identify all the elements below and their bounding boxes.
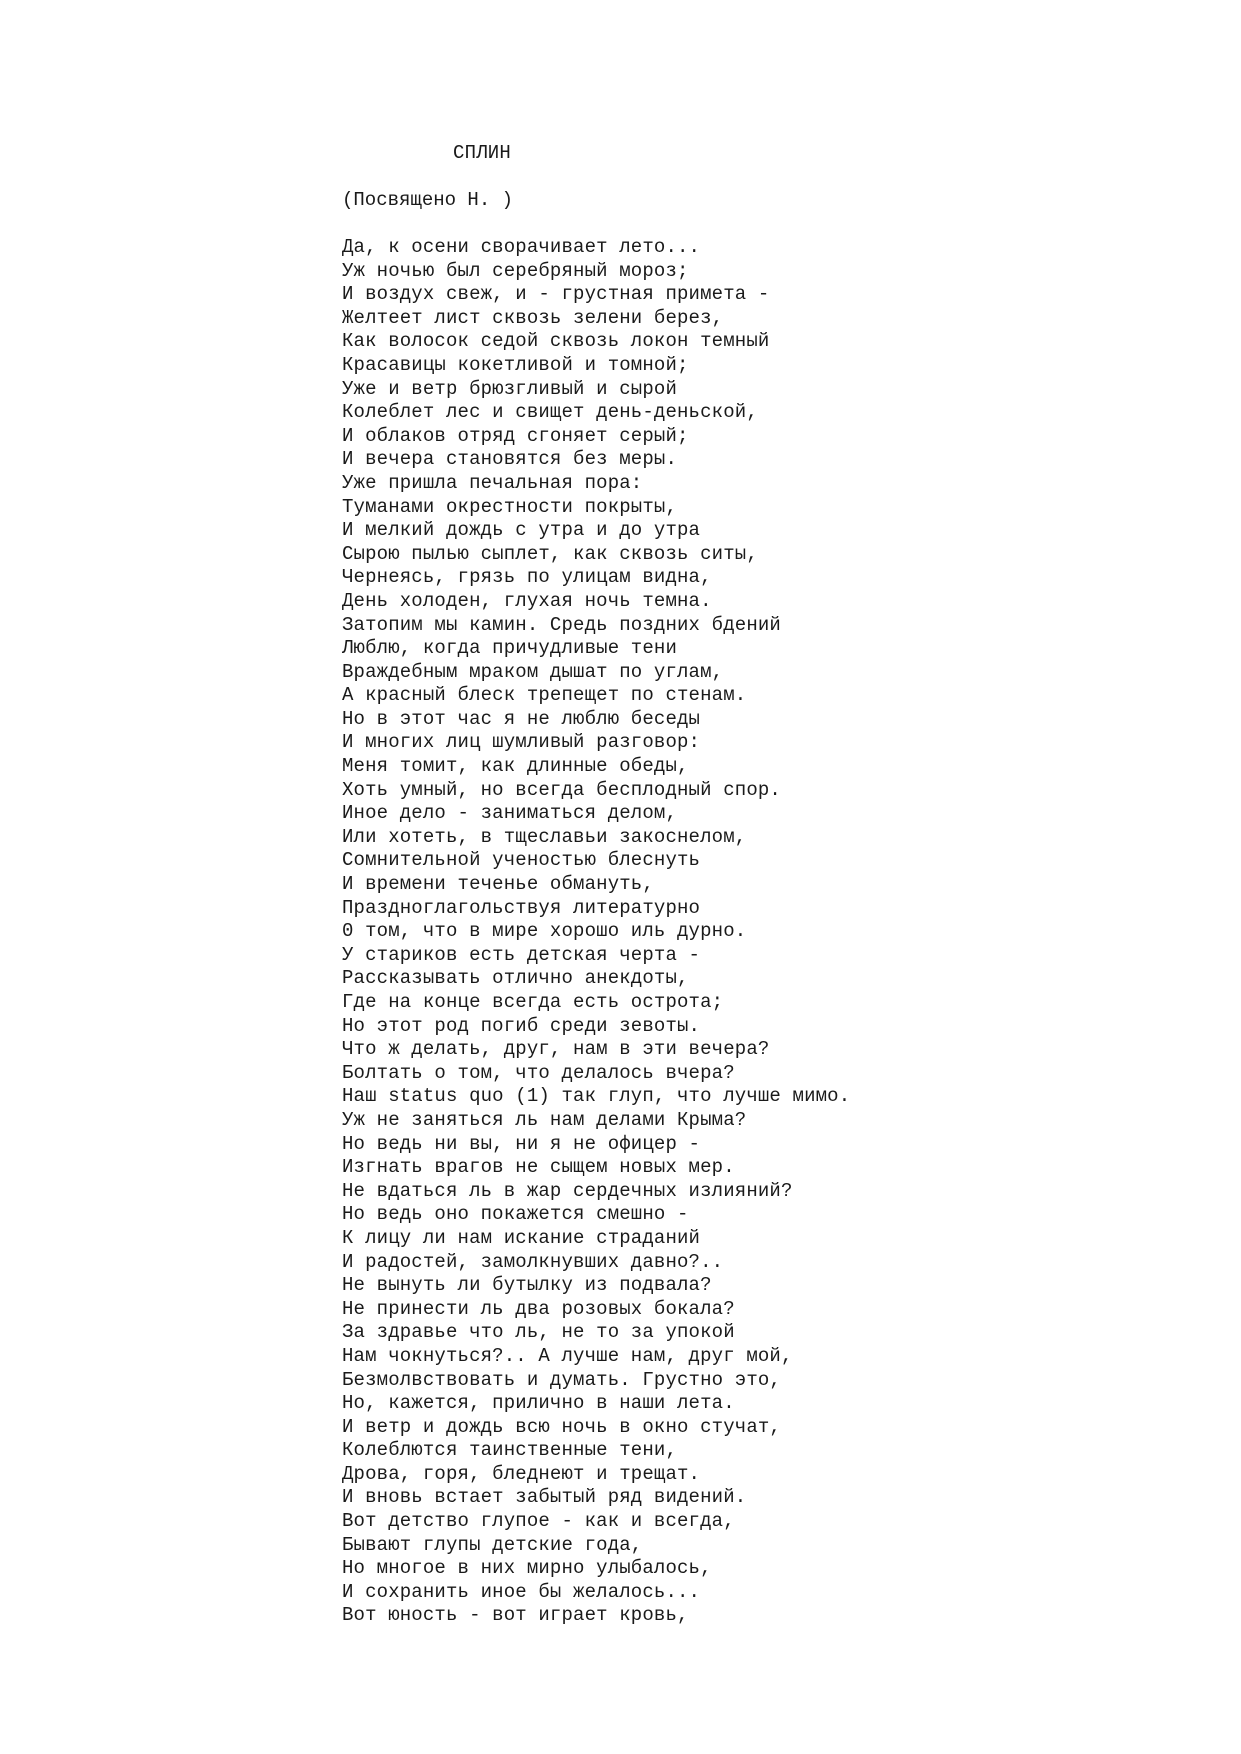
poem-line: И ветр и дождь всю ночь в окно стучат, (342, 1415, 781, 1438)
poem-line: Сомнительной ученостью блеснуть (342, 849, 701, 872)
poem-line: Уж ночью был серебряный мороз; (342, 259, 689, 282)
poem-line: Хоть умный, но всегда бесплодный спор. (342, 778, 781, 801)
poem-line: Люблю, когда причудливые тени (342, 637, 678, 660)
poem-line: Наш status quo (1) так глуп, что лучше мимо. (342, 1085, 851, 1108)
poem-line: А красный блеск трепещет по стенам. (342, 684, 747, 707)
poem-line: Иное дело - заниматься делом, (342, 802, 678, 825)
poem-line: Уже и ветр брюзгливый и сырой (342, 377, 678, 400)
poem-line: И вечера становятся без меры. (342, 448, 678, 471)
poem-line: Как волосок седой сквозь локон темный (342, 330, 770, 353)
poem-line: За здравье что ль, не то за упокой (342, 1321, 735, 1344)
poem-title: СПЛИН (453, 142, 512, 164)
poem-line: Но ведь оно покажется смешно - (342, 1203, 689, 1226)
poem-line: Желтеет лист сквозь зелени берез, (342, 306, 724, 329)
poem-line: Или хотеть, в тщеславьи закоснелом, (342, 825, 747, 848)
poem-line: Сырою пылью сыплет, как сквозь ситы, (342, 542, 758, 565)
poem-line: Враждебным мраком дышат по углам, (342, 660, 724, 683)
poem-line: И воздух свеж, и - грустная примета - (342, 283, 770, 306)
poem-line: Да, к осени сворачивает лето... (342, 236, 701, 258)
poem-line: Но этот род погиб среди зевоты. (342, 1014, 701, 1037)
poem-line: Не вынуть ли бутылку из подвала? (342, 1274, 712, 1297)
poem-line: Дрова, горя, бледнеют и трещат. (342, 1462, 701, 1485)
poem-line: Бывают глупы детские года, (342, 1533, 643, 1556)
poem-line: К лицу ли нам искание страданий (342, 1226, 701, 1249)
poem-line: Вот детство глупое - как и всегда, (342, 1510, 735, 1533)
poem-line: Рассказывать отлично анекдоты, (342, 967, 689, 990)
poem-line: 0 том, что в мире хорошо иль дурно. (342, 920, 747, 943)
poem-line: Изгнать врагов не сыщем новых мер. (342, 1156, 735, 1179)
poem-dedication: (Посвящено Н. ) (342, 189, 514, 211)
poem-line: Болтать о том, что делалось вчера? (342, 1061, 735, 1084)
poem-line: Но, кажется, прилично в наши лета. (342, 1392, 735, 1415)
poem-line: Но многое в них мирно улыбалось, (342, 1557, 712, 1580)
poem-line: Что ж делать, друг, нам в эти вечера? (342, 1038, 770, 1061)
poem-line: И мелкий дождь с утра и до утра (342, 519, 701, 542)
poem-line: Колеблются таинственные тени, (342, 1439, 678, 1462)
poem-line: Безмолвствовать и думать. Грустно это, (342, 1368, 781, 1391)
poem-line: Чернеясь, грязь по улицам видна, (342, 566, 712, 589)
poem-line: Празднoглагольствуя литературно (342, 896, 701, 919)
poem-line: Красавицы кокетливой и томной; (342, 353, 689, 376)
poem-line: Вот юность - вот играет кровь, (342, 1604, 689, 1627)
poem-line: И времени теченье обмануть, (342, 873, 654, 896)
poem-line: И многих лиц шумливый разговор: (342, 731, 701, 754)
poem-line: Колеблет лес и свищет день-деньской, (342, 401, 758, 424)
poem-line: И сохранить иное бы желалось... (342, 1580, 701, 1603)
poem-body (342, 236, 850, 1628)
poem-line: Не принести ль два розовых бокала? (342, 1297, 735, 1320)
poem-line: И вновь встает забытый ряд видений. (342, 1486, 747, 1509)
poem-line: Где на конце всегда есть острота; (342, 991, 724, 1013)
poem-line: И облаков отряд сгоняет серый; (342, 424, 689, 447)
poem-line: Меня томит, как длинные обеды, (342, 755, 689, 778)
poem-line: Не вдаться ль в жар сердечных излияний? (342, 1179, 793, 1202)
poem-line: Уж не заняться ль нам делами Крыма? (342, 1108, 747, 1131)
poem-line: Затопим мы камин. Средь поздних бдений (342, 613, 781, 636)
poem-line: Но в этот час я не люблю беседы (342, 707, 701, 730)
poem-line: Но ведь ни вы, ни я не офицер - (342, 1132, 701, 1155)
poem-line: У стариков есть детская черта - (342, 943, 701, 966)
poem-line: Нам чокнуться?.. А лучше нам, друг мой, (342, 1344, 793, 1367)
poem-line: И радостей, замолкнувших давно?.. (342, 1250, 724, 1273)
poem-line: День холоден, глухая ночь темна. (342, 589, 712, 612)
poem-line: Туманами окрестности покрыты, (342, 495, 678, 518)
poem-line: Уже пришла печальная пора: (342, 471, 643, 494)
